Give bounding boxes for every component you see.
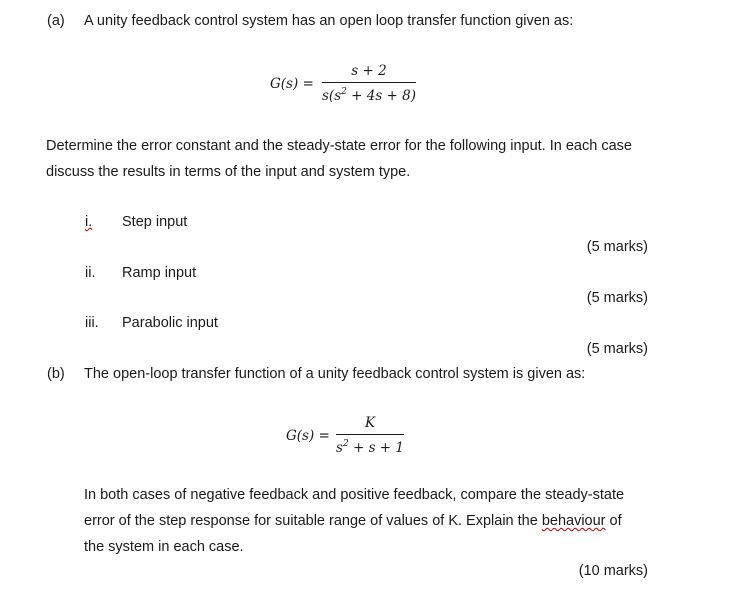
part-b-tf-numerator: K [364, 415, 376, 431]
part-b-label: (b) [47, 366, 65, 382]
part-a-tf-denominator: $s(s^2 + 4s + 8)$ [322, 87, 417, 104]
part-b-intro: The open-loop transfer function of a unity feedback control system is given as: [84, 366, 586, 382]
part-a-question [46, 133, 632, 185]
spellcheck-word: behaviour [541, 513, 606, 529]
fraction-bar [322, 82, 416, 83]
fraction-bar [336, 434, 404, 435]
item-iii-text: Parabolic input [122, 315, 218, 331]
item-ii-text: Ramp input [122, 265, 197, 281]
part-b-tf-lhs: G(s) = [286, 428, 330, 444]
part-a-tf-numerator: s + 2 [351, 63, 387, 79]
question-line-3: the system in each case. [84, 539, 244, 555]
item-ii-marks: (5 marks) [586, 290, 648, 306]
question-line-2: error of the step response for suitable range of values of K. Explain the behaviour of [84, 513, 622, 529]
question-line-1: Determine the error constant and the steady-state error for the following input. In each case [46, 138, 632, 154]
question-line-1: In both cases of negative feedback and positive feedback, compare the steady-state [84, 487, 625, 503]
item-i-text: Step input [122, 214, 188, 230]
item-i-marks: (5 marks) [586, 239, 648, 255]
question-line-2: discuss the results in terms of the input and system type. [46, 164, 411, 180]
part-b-tf-denominator: $s^2 + s + 1$ [336, 439, 404, 456]
part-b-marks: (10 marks) [578, 563, 648, 579]
item-ii-numeral: ii. [85, 265, 96, 281]
part-a-intro: A unity feedback control system has an open loop transfer function given as: [84, 13, 574, 29]
part-b-transfer-function [336, 415, 404, 457]
item-iii-marks: (5 marks) [586, 341, 648, 357]
part-b-question [84, 482, 624, 560]
part-a-tf-lhs: G(s) = [270, 76, 314, 92]
part-a-transfer-function [322, 63, 416, 105]
part-a-label: (a) [47, 13, 65, 29]
item-iii-numeral: iii. [85, 315, 99, 331]
item-i-numeral: i. [85, 214, 93, 230]
